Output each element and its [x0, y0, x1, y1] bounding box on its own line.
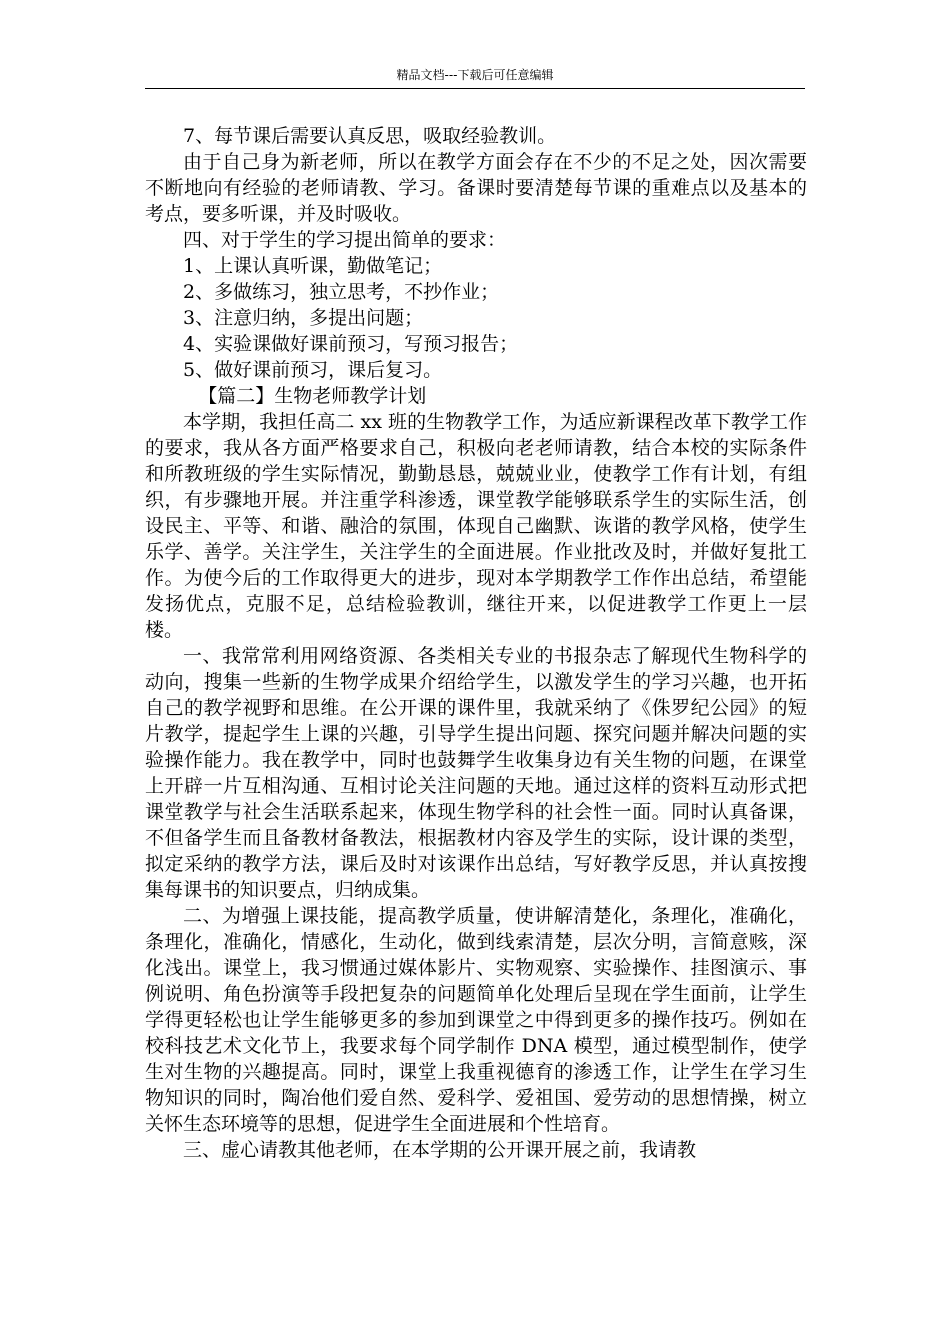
paragraph-requirement-2: 2、多做练习，独立思考，不抄作业；	[183, 281, 500, 303]
paragraph-requirement-4: 4、实验课做好课前预习，写预习报告；	[183, 333, 519, 355]
paragraph-semester-intro: 本学期，我担任高二 xx 班的生物教学工作，为适应新课程改革下教学工作的要求，我从各方面严格要求自己，积极向老老师请教，结合本校的实际条件和所教班级的学生实际情况，勤勤恳恳，兢兢业业，使教学工作有计划，有组织，有步骤地开展。并注重学科渗透，课堂教学能够联系学生的实际生活，创设民主、平等、和谐、融洽的氛围，体现自己幽默、诙谐的教学风格，使学生乐学、善学。关注学生，关注学生的全面进展。作业批改及时，并做好复批工作。为使今后的工作取得更大的进步，现对本学期教学工作作出总结，希望能发扬优点，克服不足，总结检验教训，继往开来，以促进教学工作更上一层楼。	[145, 411, 807, 641]
page-header: 精品文档---下载后可任意编辑	[396, 68, 554, 82]
paragraph-item-7: 7、每节课后需要认真反思，吸取经验教训。	[183, 125, 557, 147]
header-divider	[145, 88, 805, 89]
paragraph-point-three: 三、虚心请教其他老师，在本学期的公开课开展之前，我请教	[183, 1139, 697, 1161]
paragraph-point-one: 一、我常常利用网络资源、各类相关专业的书报杂志了解现代生物科学的动向，搜集一些新的生物学成果介绍给学生，以激发学生的学习兴趣，也开拓自己的教学视野和思维。在公开课的课件里，我就采纳了《侏罗纪公园》的短片教学，提起学生上课的兴趣，引导学生提出问题、探究问题并解决问题的实验操作能力。我在教学中，同时也鼓舞学生收集身边有关生物的问题，在课堂上开辟一片互相沟通、互相讨论关注问题的天地。通过这样的资料互动形式把课堂教学与社会生活联系起来，体现生物学科的社会性一面。同时认真备课，不但备学生而且备教材备教法，根据教材内容及学生的实际，设计课的类型，拟定采纳的教学方法，课后及时对该课作出总结，写好教学反思，并认真按搜集每课书的知识要点，归纳成集。	[145, 645, 807, 901]
paragraph-point-two: 二、为增强上课技能，提高教学质量，使讲解清楚化，条理化，准确化，条理化，准确化，情感化，生动化，做到线索清楚，层次分明，言简意赅，深化浅出。课堂上，我习惯通过媒体影片、实物观察、实验操作、挂图演示、事例说明、角色扮演等手段把复杂的问题简单化处理后呈现在学生面前，让学生学得更轻松也让学生能够更多的参加到课堂之中得到更多的操作技巧。例如在校科技艺术文化节上，我要求每个同学制作 DNA 模型，通过模型制作，使学生对生物的兴趣提高。同时，课堂上我重视德育的渗透工作，让学生在学习生物知识的同时，陶冶他们爱自然、爱科学、爱祖国、爱劳动的思想情操，树立关怀生态环境等的思想，促进学生全面进展和个性培育。	[145, 905, 807, 1135]
paragraph-new-teacher: 由于自己身为新老师，所以在教学方面会存在不少的不足之处，因次需要不断地向有经验的老师请教、学习。备课时要清楚每节课的重难点以及基本的考点，要多听课，并及时吸收。	[145, 151, 807, 225]
paragraph-section-four: 四、对于学生的学习提出简单的要求：	[183, 229, 507, 251]
document-body	[145, 123, 807, 1163]
section-heading-part-two: 【篇二】生物老师教学计划	[198, 385, 427, 407]
paragraph-requirement-3: 3、注意归纳，多提出问题；	[183, 307, 424, 329]
paragraph-requirement-5: 5、做好课前预习，课后复习。	[183, 359, 443, 381]
paragraph-requirement-1: 1、上课认真听课，勤做笔记；	[183, 255, 443, 277]
